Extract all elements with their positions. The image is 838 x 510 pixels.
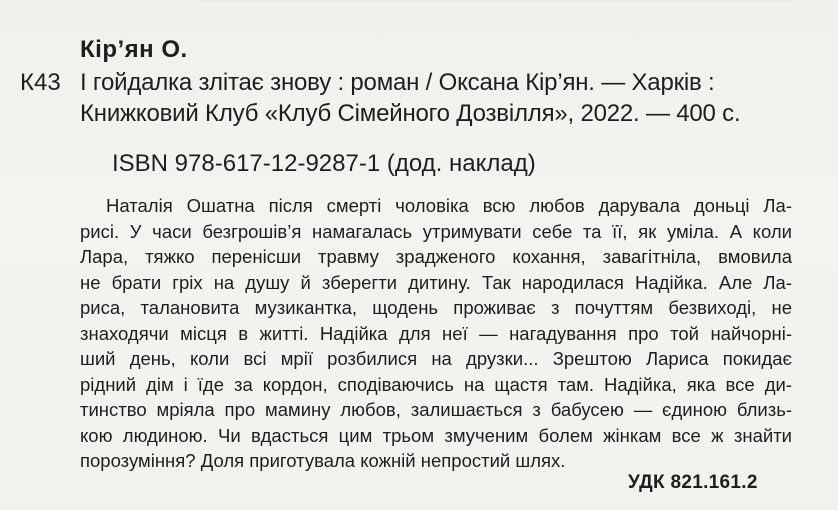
annotation-line: не брати гріх на душу й зберегти дитину. Так народилася Надійка. Але Ла- (80, 271, 792, 293)
annotation-line: Лара, тяжко перенісши травму зрадженого кохання, завагітніла, вмовила (80, 246, 792, 267)
bibliographic-description-line-1: І гойдалка злітає знову : роман / Оксана Кір’ян. — Харків : (80, 69, 715, 96)
bibliographic-description-line-2: Книжковий Клуб «Клуб Сімейного Дозвілля», 2022. — 400 с. (80, 100, 741, 127)
bleed-through-rule (195, 0, 795, 21)
annotation-line: Наталія Ошатна після смерті чоловіка всю любов дарувала доньці Ла- (106, 195, 792, 216)
annotation-line: ший день, коли всі мрії розбилися на друзки... Зрештою Лариса покидає (80, 348, 792, 369)
annotation-line: риса, талановита музикантка, щодень проживає з почуттям безвиході, не (80, 297, 792, 318)
annotation-line: порозуміння? Доля приготувала кожній непростий шлях. (80, 450, 566, 471)
annotation-line: знаходячи місця в житті. Надійка для неї — нагадування про той найчорні- (80, 322, 792, 344)
isbn: ISBN 978-617-12-9287-1 (дод. наклад) (112, 150, 536, 177)
annotation-paragraph (80, 193, 792, 474)
annotation-line: рисі. У часи безгрошів’я намагалась утримувати себе та її, як уміла. А коли (80, 220, 792, 242)
author-name: Кір’ян О. (80, 36, 188, 63)
author-mark-code: К43 (20, 69, 61, 96)
udk-classification: УДК 821.161.2 (628, 472, 758, 493)
annotation-line: рідний дім і їде за кордон, сподіваючись на щастя там. Надійка, яка все ди- (80, 373, 792, 395)
annotation-line: тинство мріяла про мамину любов, залишається з бабусею — єдиною близь- (80, 399, 792, 420)
annotation-line: кою людиною. Чи вдасться цим трьом змученим болем жінкам все ж знайти (80, 424, 792, 446)
